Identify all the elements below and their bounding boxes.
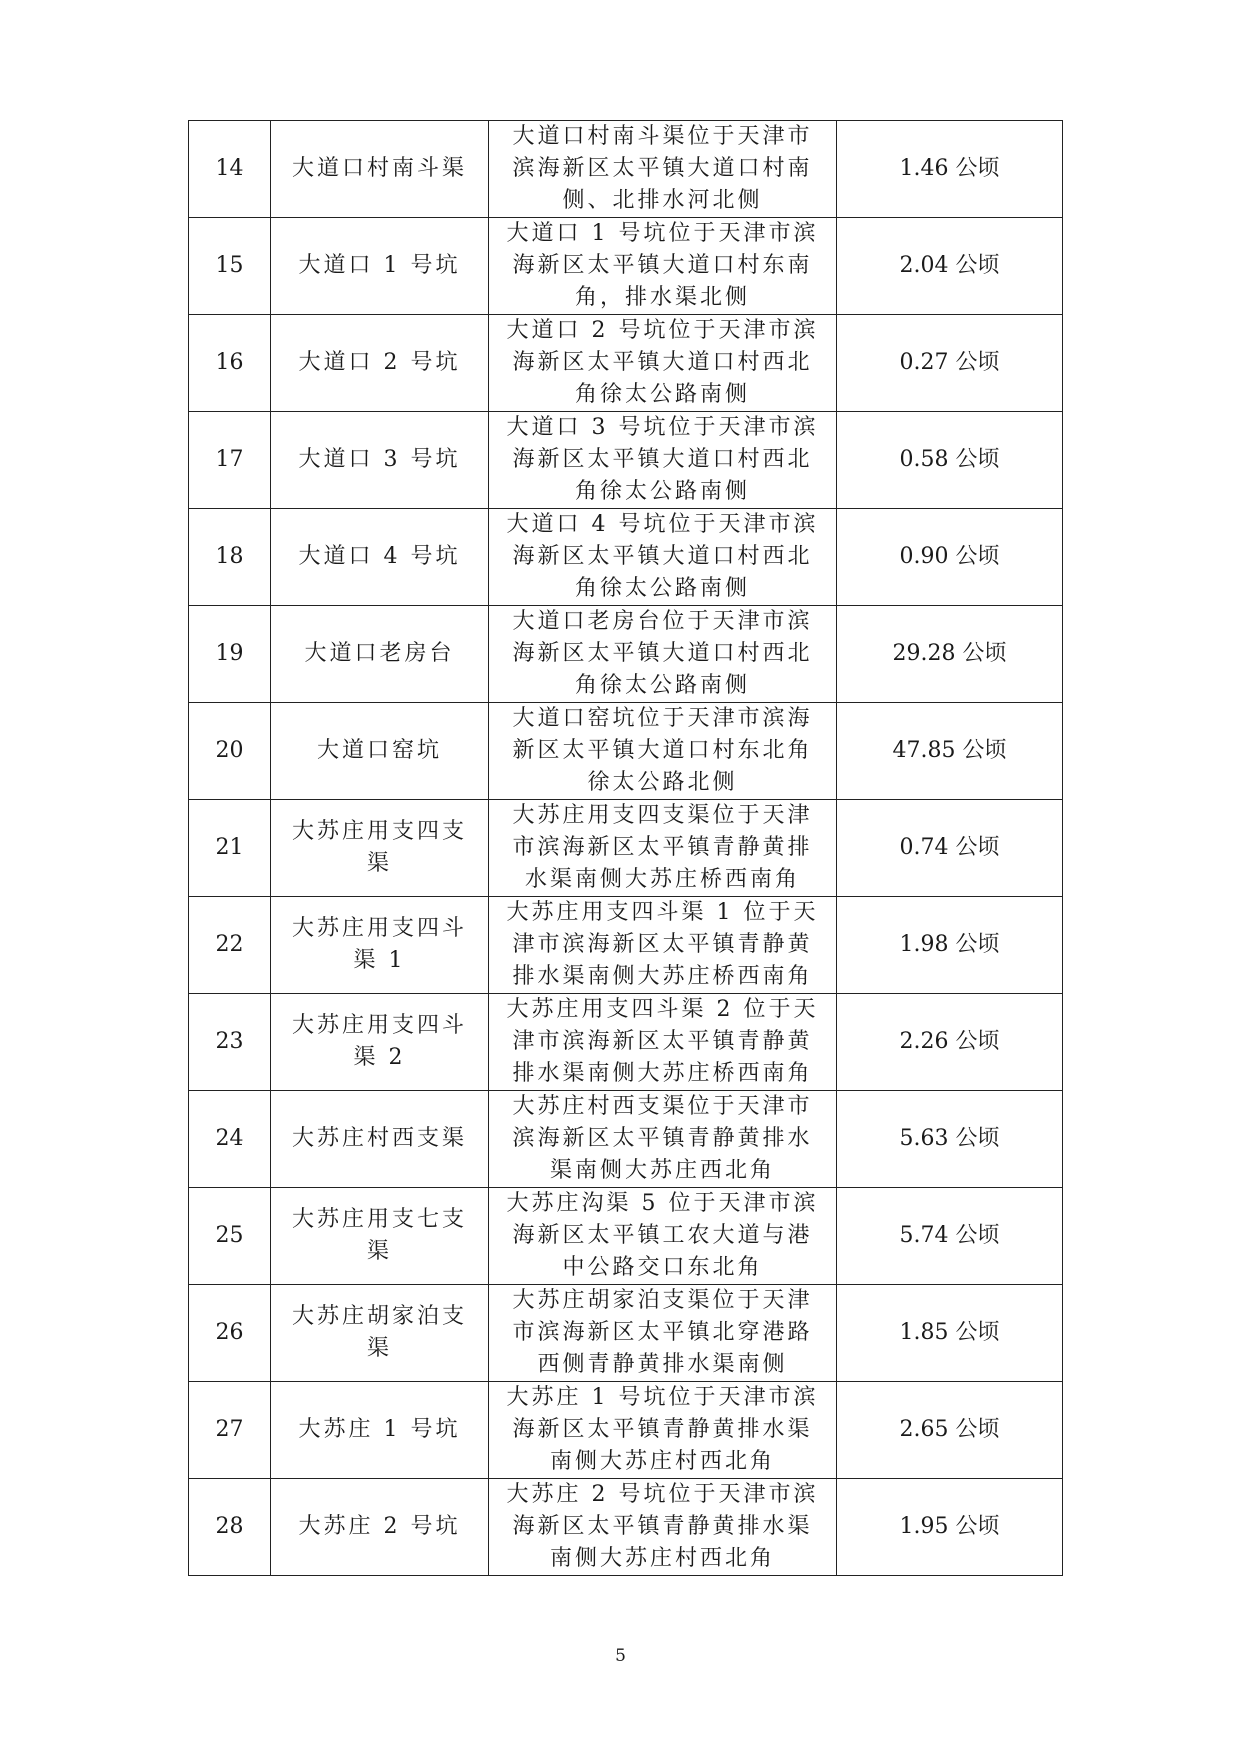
location-text: 大道口 3 号坑位于天津市滨海新区太平镇大道口村西北角徐太公路南侧 (506, 415, 819, 504)
site-name: 大苏庄胡家泊支渠 (291, 1304, 467, 1361)
row-number-cell (189, 1382, 271, 1479)
area-value: 29.28 公顷 (892, 641, 1007, 666)
row-number: 25 (215, 1223, 244, 1248)
table-row (189, 897, 1063, 994)
site-name: 大苏庄 1 号坑 (298, 1417, 461, 1442)
area-cell (837, 994, 1063, 1091)
site-name: 大苏庄村西支渠 (291, 1126, 467, 1151)
site-name-cell (271, 994, 489, 1091)
location-text: 大苏庄村西支渠位于天津市滨海新区太平镇青静黄排水渠南侧大苏庄西北角 (512, 1094, 813, 1183)
area-value: 47.85 公顷 (892, 738, 1007, 763)
site-name: 大苏庄用支七支渠 (291, 1207, 467, 1264)
table-row (189, 218, 1063, 315)
site-name-cell (271, 315, 489, 412)
site-name-cell (271, 606, 489, 703)
row-number-cell (189, 218, 271, 315)
site-name: 大苏庄用支四斗渠 2 (291, 1013, 467, 1070)
location-text: 大道口老房台位于天津市滨海新区太平镇大道口村西北角徐太公路南侧 (512, 609, 813, 698)
row-number: 14 (215, 156, 244, 181)
location-cell (489, 703, 837, 800)
area-cell (837, 315, 1063, 412)
table-row (189, 315, 1063, 412)
area-value: 5.63 公顷 (899, 1126, 1000, 1151)
table-row (189, 1285, 1063, 1382)
site-name: 大道口 4 号坑 (298, 544, 461, 569)
row-number: 19 (215, 641, 244, 666)
row-number-cell (189, 703, 271, 800)
area-value: 2.65 公顷 (899, 1417, 1000, 1442)
location-text: 大道口 4 号坑位于天津市滨海新区太平镇大道口村西北角徐太公路南侧 (506, 512, 819, 601)
table-row (189, 412, 1063, 509)
location-cell (489, 1382, 837, 1479)
site-name-cell (271, 1188, 489, 1285)
site-name-cell (271, 1285, 489, 1382)
area-cell (837, 1285, 1063, 1382)
table-row (189, 703, 1063, 800)
site-name-cell (271, 509, 489, 606)
table-row (189, 1188, 1063, 1285)
table-body (189, 121, 1063, 1576)
site-name: 大道口 1 号坑 (298, 253, 461, 278)
area-cell (837, 800, 1063, 897)
location-cell (489, 412, 837, 509)
area-cell (837, 897, 1063, 994)
row-number: 17 (215, 447, 244, 472)
row-number: 24 (215, 1126, 244, 1151)
location-text: 大苏庄用支四斗渠 2 位于天津市滨海新区太平镇青静黄排水渠南侧大苏庄桥西南角 (506, 997, 819, 1086)
location-cell (489, 1091, 837, 1188)
area-value: 0.74 公顷 (899, 835, 1000, 860)
location-cell (489, 800, 837, 897)
location-cell (489, 1188, 837, 1285)
site-name-cell (271, 218, 489, 315)
area-value: 1.46 公顷 (899, 156, 1000, 181)
location-text: 大苏庄胡家泊支渠位于天津市滨海新区太平镇北穿港路西侧青静黄排水渠南侧 (512, 1288, 813, 1377)
location-text: 大苏庄 1 号坑位于天津市滨海新区太平镇青静黄排水渠南侧大苏庄村西北角 (506, 1385, 819, 1474)
page-number: 5 (615, 1646, 626, 1666)
area-cell (837, 1091, 1063, 1188)
area-value: 0.58 公顷 (899, 447, 1000, 472)
area-value: 2.04 公顷 (899, 253, 1000, 278)
area-cell (837, 1382, 1063, 1479)
area-cell (837, 509, 1063, 606)
row-number-cell (189, 800, 271, 897)
location-cell (489, 509, 837, 606)
site-name: 大苏庄 2 号坑 (298, 1514, 461, 1539)
table-row (189, 800, 1063, 897)
site-name: 大道口 2 号坑 (298, 350, 461, 375)
site-name-cell (271, 897, 489, 994)
location-text: 大道口村南斗渠位于天津市滨海新区太平镇大道口村南侧、北排水河北侧 (512, 124, 813, 213)
location-cell (489, 1285, 837, 1382)
row-number: 23 (215, 1029, 244, 1054)
area-value: 5.74 公顷 (899, 1223, 1000, 1248)
location-text: 大苏庄用支四支渠位于天津市滨海新区太平镇青静黄排水渠南侧大苏庄桥西南角 (512, 803, 813, 892)
table-row (189, 509, 1063, 606)
site-name-cell (271, 1091, 489, 1188)
location-text: 大道口 2 号坑位于天津市滨海新区太平镇大道口村西北角徐太公路南侧 (506, 318, 819, 407)
area-value: 1.98 公顷 (899, 932, 1000, 957)
table-row (189, 606, 1063, 703)
site-name: 大道口 3 号坑 (298, 447, 461, 472)
location-cell (489, 121, 837, 218)
area-value: 1.95 公顷 (899, 1514, 1000, 1539)
wetland-table (188, 120, 1063, 1576)
location-cell (489, 315, 837, 412)
row-number-cell (189, 606, 271, 703)
row-number-cell (189, 1479, 271, 1576)
location-cell (489, 1479, 837, 1576)
row-number-cell (189, 1285, 271, 1382)
area-cell (837, 1188, 1063, 1285)
site-name: 大苏庄用支四斗渠 1 (291, 916, 467, 973)
row-number-cell (189, 897, 271, 994)
row-number-cell (189, 1091, 271, 1188)
area-value: 1.85 公顷 (899, 1320, 1000, 1345)
site-name-cell (271, 703, 489, 800)
row-number-cell (189, 1188, 271, 1285)
row-number: 21 (215, 835, 244, 860)
site-name-cell (271, 1382, 489, 1479)
location-cell (489, 218, 837, 315)
location-text: 大苏庄沟渠 5 位于天津市滨海新区太平镇工农大道与港中公路交口东北角 (506, 1191, 819, 1280)
site-name-cell (271, 1479, 489, 1576)
row-number-cell (189, 121, 271, 218)
location-text: 大苏庄 2 号坑位于天津市滨海新区太平镇青静黄排水渠南侧大苏庄村西北角 (506, 1482, 819, 1571)
site-name: 大道口窑坑 (316, 738, 442, 763)
site-name: 大苏庄用支四支渠 (291, 819, 467, 876)
row-number: 18 (215, 544, 244, 569)
table-row (189, 1091, 1063, 1188)
area-cell (837, 606, 1063, 703)
area-cell (837, 218, 1063, 315)
row-number: 20 (215, 738, 244, 763)
site-name-cell (271, 121, 489, 218)
table-row (189, 121, 1063, 218)
location-cell (489, 897, 837, 994)
site-name: 大道口老房台 (304, 641, 455, 666)
table-row (189, 1382, 1063, 1479)
row-number: 22 (215, 932, 244, 957)
location-cell (489, 606, 837, 703)
row-number: 27 (215, 1417, 244, 1442)
row-number: 28 (215, 1514, 244, 1539)
area-cell (837, 121, 1063, 218)
location-cell (489, 994, 837, 1091)
table-row (189, 1479, 1063, 1576)
site-name: 大道口村南斗渠 (291, 156, 467, 181)
location-text: 大道口 1 号坑位于天津市滨海新区太平镇大道口村东南角，排水渠北侧 (506, 221, 819, 310)
location-text: 大道口窑坑位于天津市滨海新区太平镇大道口村东北角徐太公路北侧 (512, 706, 813, 795)
area-cell (837, 703, 1063, 800)
row-number-cell (189, 412, 271, 509)
area-value: 2.26 公顷 (899, 1029, 1000, 1054)
location-text: 大苏庄用支四斗渠 1 位于天津市滨海新区太平镇青静黄排水渠南侧大苏庄桥西南角 (506, 900, 819, 989)
row-number: 15 (215, 253, 244, 278)
row-number: 16 (215, 350, 244, 375)
area-value: 0.27 公顷 (899, 350, 1000, 375)
row-number-cell (189, 315, 271, 412)
area-value: 0.90 公顷 (899, 544, 1000, 569)
area-cell (837, 1479, 1063, 1576)
table-row (189, 994, 1063, 1091)
site-name-cell (271, 412, 489, 509)
area-cell (837, 412, 1063, 509)
site-name-cell (271, 800, 489, 897)
row-number-cell (189, 509, 271, 606)
row-number-cell (189, 994, 271, 1091)
row-number: 26 (215, 1320, 244, 1345)
